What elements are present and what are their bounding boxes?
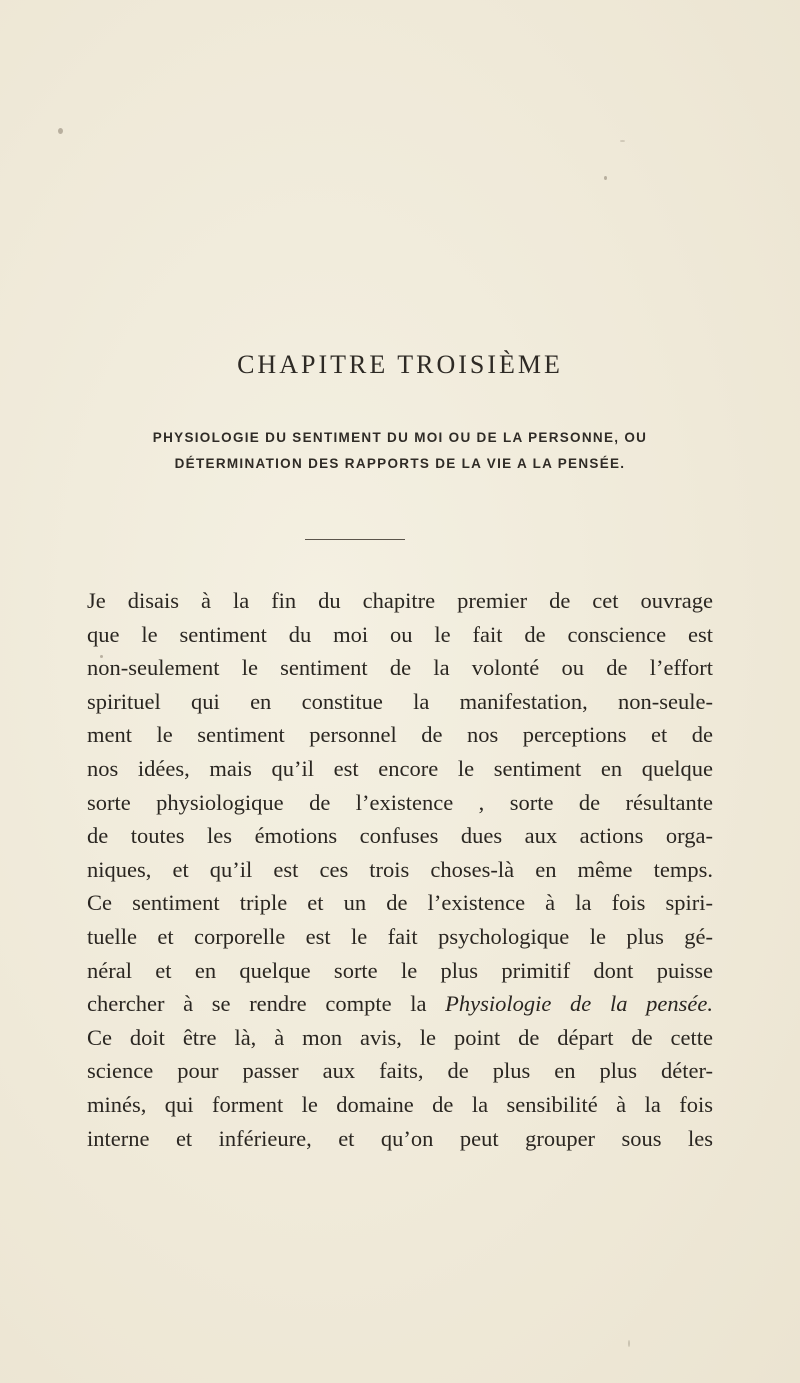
ink-speck [628, 1340, 630, 1347]
text-line: spirituel qui en constitue la manifestation, non-seule- [87, 688, 713, 714]
text-line: de toutes les émotions confuses dues aux actions orga- [87, 823, 713, 849]
text-line: sorte physiologique de l’existence , sorte de résultante [87, 789, 713, 815]
section-divider [305, 539, 405, 540]
text-line: minés, qui forment le domaine de la sensibilité à la fois [87, 1091, 713, 1117]
ink-speck [604, 176, 607, 180]
text-line: néral et en quelque sorte le plus primitif dont puisse [87, 957, 713, 983]
text-line: Ce sentiment triple et un de l’existence à la fois spiri- [87, 890, 713, 916]
text-line: non-seulement le sentiment de la volonté ou de l’effort [87, 655, 713, 681]
subtitle-line-2: DÉTERMINATION DES RAPPORTS DE LA VIE A LA PENSÉE. [174, 456, 626, 471]
text-line: science pour passer aux faits, de plus en plus déter- [87, 1058, 713, 1084]
text-line-part: chercher à se rendre compte la [87, 991, 446, 1017]
ink-speck [620, 140, 625, 142]
book-title-italic: Physiologie de la pensée. [445, 991, 713, 1017]
body-paragraph [87, 584, 713, 1155]
text-line [87, 987, 713, 1021]
text-line: niques, et qu’il est ces trois choses-là en même temps. [87, 856, 713, 882]
ink-speck [58, 128, 63, 134]
text-line: que le sentiment du moi ou le fait de conscience est [87, 621, 713, 647]
subtitle-line-1: PHYSIOLOGIE DU SENTIMENT DU MOI OU DE LA PERSONNE, OU [152, 430, 648, 445]
text-line: ment le sentiment personnel de nos perceptions et de [87, 722, 713, 748]
text-line: tuelle et corporelle est le fait psychologique le plus gé- [87, 923, 713, 949]
chapter-title: CHAPITRE TROISIÈME [237, 350, 563, 379]
text-line: nos idées, mais qu’il est encore le sentiment en quelque [87, 755, 713, 781]
text-line: interne et inférieure, et qu’on peut grouper sous les [87, 1125, 713, 1151]
chapter-subtitle [90, 425, 710, 477]
text-line: Ce doit être là, à mon avis, le point de départ de cette [87, 1024, 713, 1050]
text-line: Je disais à la fin du chapitre premier de cet ouvrage [87, 588, 713, 613]
